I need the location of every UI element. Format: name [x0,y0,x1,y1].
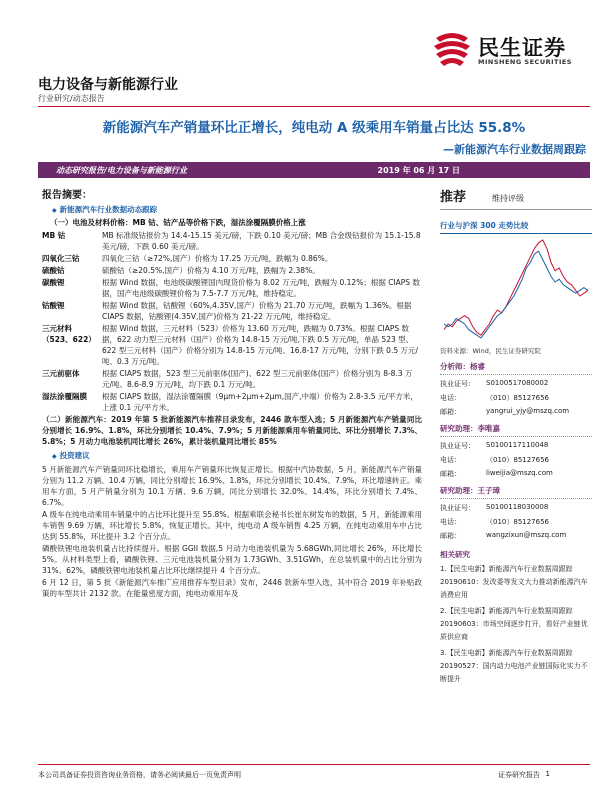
analyst-detail [440,531,592,541]
detail-label: 邮箱： [440,408,461,416]
report-title: 新能源汽车产销量环比正增长，纯电动 A 级乘用车销量占比达 55.8% [102,120,526,136]
price-row [42,230,422,252]
detail-value: yangrui_yjy@mszq.com [486,407,570,415]
chart-source: 资料来源：Wind，民生证券研究院 [440,347,541,355]
price-row [42,323,422,367]
logo-chinese-name: 民生证券 [478,36,566,60]
detail-value: （010）85127656 [486,456,549,464]
company-logo [430,28,590,72]
related-report-item: 1.【民生电新】新能源汽车行业数据周跟踪 20190610：发改委等发文大力推动新能源汽车消费应用 [440,565,588,599]
price-row [42,391,422,413]
detail-label: 电话： [440,394,461,402]
price-item-text: 四氧化三钴（≥72%,国产）价格为 17.25 万元/吨，跌幅为 0.86%。 [102,254,333,263]
page-number: 1 [545,770,550,778]
price-row [42,368,422,390]
detail-value: S0100118030008 [486,503,549,511]
report-type: 行业研究/动态报告 [38,94,105,103]
analyst-role: 分析师：杨睿 [440,361,592,375]
price-row [42,265,422,276]
related-research-heading: 相关研究 [440,550,470,559]
rating-sub: 维持评级 [492,194,525,203]
detail-label: 电话： [440,456,461,464]
price-item-label: 钴酸锂 [42,301,65,310]
price-item-label: 三元前驱体 [42,369,80,378]
price-item-label: 三元材料（523、622） [42,324,96,344]
price-item-text: 根据 CIAPS 数据，湿法涂覆隔膜（9μm+2μm+2μm,国产,中端）价格为 2.8-3.5 元/平方米，上涨 0.1 元/平方米。 [102,392,418,412]
price-item-label: 四氧化三钴 [42,254,80,263]
footer-report-label: 证券研究报告 [498,771,540,779]
price-item-text: 根据 CIAPS 数据，523 型三元前驱体(国产)、622 型三元前驱体(国产）价格分别为 8-8.3 万元/吨、8.6-8.9 万元/吨，均下跌 0.1 万元/吨。 [102,369,413,389]
price-item-text: 根据 Wind 数据，三元材料（523）价格为 13.60 万元/吨，跌幅为 0.73%。根据 CIAPS 数据，622 动力型三元材料（国产）价格为 14.8-15 万元/吨,下跌 0.5 万元/吨，单晶 523 型、622 型三元材料（国产）价格分别为 14.8-15 万元/吨、16.8-17 万元/吨，分别下跌 0.5 万元/吨、0.3 万元/吨。 [102,324,419,366]
header-divider [38,106,590,107]
price-item-text: 硫酸钴（≥20.5%,国产）价格为 4.10 万元/吨，跌幅为 2.38%。 [102,266,320,275]
detail-value: （010）85127656 [486,394,549,402]
related-report-item: 2.【民生电新】新能源汽车行业数据周跟踪 20190603：市场空间逐步打开，看好产业链优质供应商 [440,607,588,641]
detail-value: wangzixun@mszq.com [486,531,567,539]
trend-chart-svg [440,234,592,344]
price-item-label: MB 钴 [42,231,66,240]
report-date: 2019 年 06 月 17 日 [377,166,460,175]
analyst-detail [440,441,592,451]
sidebar [440,186,592,686]
band-category: 动态研究报告/电力设备与新能源行业 [56,166,187,175]
summary-column [42,186,422,600]
detail-label: 邮箱： [440,470,461,478]
report-info-band [38,162,590,178]
detail-label: 电话： [440,518,461,526]
analyst-detail [440,517,592,527]
detail-value: liweijia@mszq.com [486,469,553,477]
analyst-role: 研究助理：李唯嘉 [440,423,592,437]
footer-disclaimer: 本公司具备证券投资咨询业务资格，请务必阅读最后一页免责声明 [38,771,241,779]
chart-title: 行业与沪深 300 走势比较 [440,221,529,230]
body-paragraph: 6 月 12 日，第 5 批《新能源汽车推广应用推荐车型目录》发布，2446 款新车型入选，其中符合 2019 年补贴政策的车型共计 2132 款。在能量密度方面，纯电动乘用车及 [42,578,422,598]
price-item-text: 根据 Wind 数据，电池级碳酸锂国内现货价格为 8.02 万元/吨，跌幅为 0.12%；根据 CIAPS 数据，国产电池级碳酸锂价格为 7.5-7.7 万元/吨，维持稳定。 [102,278,420,298]
body-paragraph: 5 月新能源汽车产销量同环比稳增长，乘用车产销量环比恢复正增长。根据中汽协数据，5 月，新能源汽车产销量分别为 11.2 万辆、10.4 万辆，同比分别增长 16.9%、1.8%，环比分别增长 10.4%、7.9%，环比增速转正。乘用车方面，5 月产销量分别为 10.1 万辆、9.6 万辆，同比分别增长 32.0%、14.4%，环比分别增长 7.4%、6.7%。 [42,465,422,507]
price-row [42,277,422,299]
rating-label: 推荐 [440,190,467,205]
analyst-detail [440,469,592,479]
analyst-detail [440,455,592,465]
investment-advice-heading: ◆ 投资建议 [52,450,422,461]
price-item-text: 根据 Wind 数据，钴酸锂（60%,4.35V,国产）价格为 21.70 万元/吨，跌幅为 1.36%。根据 CIAPS 数据，钴酸锂(4.35V,国产)价格为 21-22 万元/吨，维持稳定。 [102,301,412,321]
price-row [42,253,422,264]
industry-name: 电力设备与新能源行业 [38,77,178,93]
price-item-text: MB 标准级钴报价为 14.4-15.15 美元/磅，下跌 0.10 美元/磅；MB 合金级钴报价为 15.1-15.8 美元/磅，下跌 0.60 美元/磅。 [102,231,421,251]
section-bullet: ◆ 新能源汽车行业数据动态跟踪 [52,204,422,215]
logo-english-name: MINSHENG SECURITIES [478,58,572,66]
detail-value: S0100117110048 [486,441,549,449]
minsheng-logo-icon [430,28,474,70]
analyst-detail [440,393,592,403]
related-report-item: 3.【民生电新】新能源汽车行业数据周跟踪 20190527：国内动力电池产业链国际化实力不断提升 [440,649,588,683]
subsection-heading: （一）电池及材料价格：MB 钴、钴产品等价格下跌，湿法涂覆隔膜价格上涨 [50,218,306,227]
detail-value: S0100517080002 [486,379,549,387]
price-item-label: 湿法涂覆隔膜 [42,392,87,401]
analyst-detail [440,379,592,389]
body-paragraph: A 级车在纯电动乘用车销量中的占比环比提升至 55.8%。根据乘联会秘书长崔东树发布的数据，5 月，新能源乘用车销售 9.69 万辆，环比增长 5.8%，恢复正增长。其中，纯电动 A 级车销售 4.25 万辆，在纯电动乘用车中占比达到 55.8%，环比提升 3.2 个百分点。 [42,510,422,541]
price-item-label: 硫酸钴 [42,266,65,275]
trend-chart [440,233,592,343]
summary-heading: 报告摘要： [42,190,92,201]
price-item-label: 碳酸锂 [42,278,65,287]
nev-summary: （二）新能源汽车：2019 年第 5 批新能源汽车推荐目录发布，2446 款车型入选；5 月新能源汽车产销量同比分别增长 16.9%、1.8%，环比分别增长 10.4%、7.9%；5 月新能源乘用车销量同比、环比分别增长 7.3%、5.8%；5 月动力电池装机同比增长 26%，累计装机量同比增长 85% [42,415,422,446]
footer-divider [38,764,590,765]
price-row [42,300,422,322]
analyst-role: 研究助理：王子璋 [440,485,592,499]
rating-block [440,186,592,205]
detail-label: 邮箱： [440,532,461,540]
detail-label: 执业证号： [440,504,475,512]
detail-label: 执业证号： [440,380,475,388]
body-paragraph: 磷酸铁锂电池装机量占比持续提升。根据 GGII 数据,5 月动力电池装机量为 5.68GWh,同比增长 26%，环比增长 5%。从材料类型上看，磷酸铁锂、三元电池装机量分别为 1.73GWh、3.51GWh，在总装机量中的占比分别为 31%、62%，磷酸铁锂电池装机量占比环比继续提升 4 个百分点。 [42,544,422,575]
series-line-0 [444,240,588,335]
series-line-1 [444,251,588,338]
analyst-detail [440,407,592,417]
analyst-detail [440,503,592,513]
report-subtitle: —新能源汽车行业数据周跟踪 [443,143,586,156]
rating-divider [440,209,592,210]
detail-value: （010）85127656 [486,518,549,526]
detail-label: 执业证号： [440,442,475,450]
